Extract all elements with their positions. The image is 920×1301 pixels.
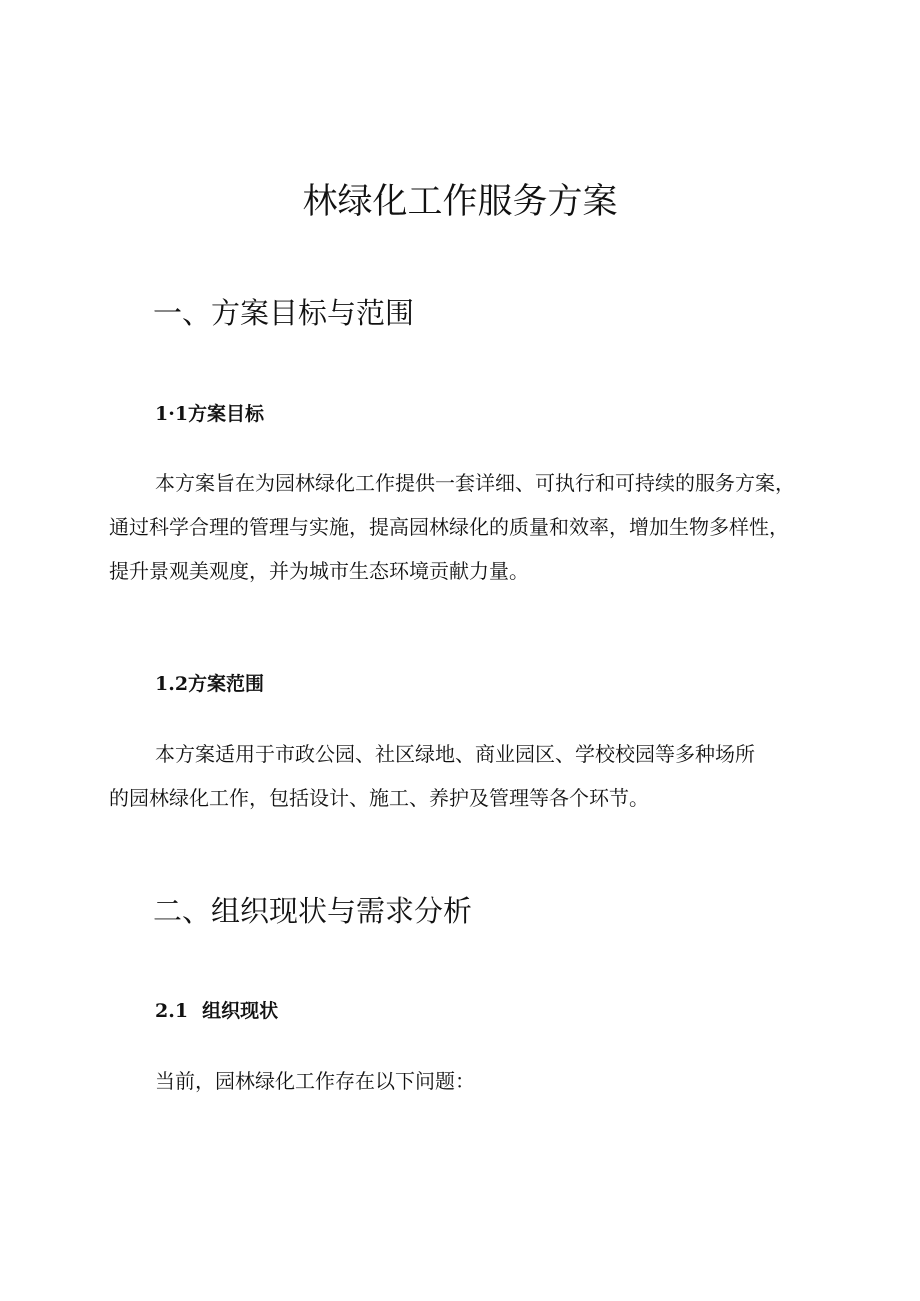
paragraph-line: 提升景观美观度，并为城市生态环境贡献力量。 <box>109 559 529 583</box>
document-title: 林绿化工作服务方案 <box>302 182 618 222</box>
subsection-1-2-heading: 1.2方案范围 <box>155 673 265 695</box>
subsection-number: 2.1 <box>155 1000 189 1022</box>
subsection-1-1-paragraph <box>109 461 839 593</box>
paragraph-line: 本方案旨在为园林绿化工作提供一套详细、可执行和可持续的服务方案， <box>155 471 795 495</box>
subsection-title: 组织现状 <box>202 1000 279 1022</box>
paragraph-line: 通过科学合理的管理与实施，提高园林绿化的质量和效率，增加生物多样性， <box>109 515 789 539</box>
paragraph-line: 的园林绿化工作，包括设计、施工、养护及管理等各个环节。 <box>109 786 649 810</box>
subsection-1-1-heading: 1·1方案目标 <box>155 403 265 425</box>
subsection-2-1-paragraph: 当前，园林绿化工作存在以下问题： <box>155 1069 475 1093</box>
section-2-heading: 二、组织现状与需求分析 <box>153 894 473 928</box>
paragraph-line: 本方案适用于市政公园、社区绿地、商业园区、学校校园等多种场所 <box>155 742 755 766</box>
subsection-2-1-heading <box>155 996 278 1026</box>
section-1-heading: 一、方案目标与范围 <box>153 296 415 330</box>
subsection-1-2-paragraph <box>109 732 839 820</box>
